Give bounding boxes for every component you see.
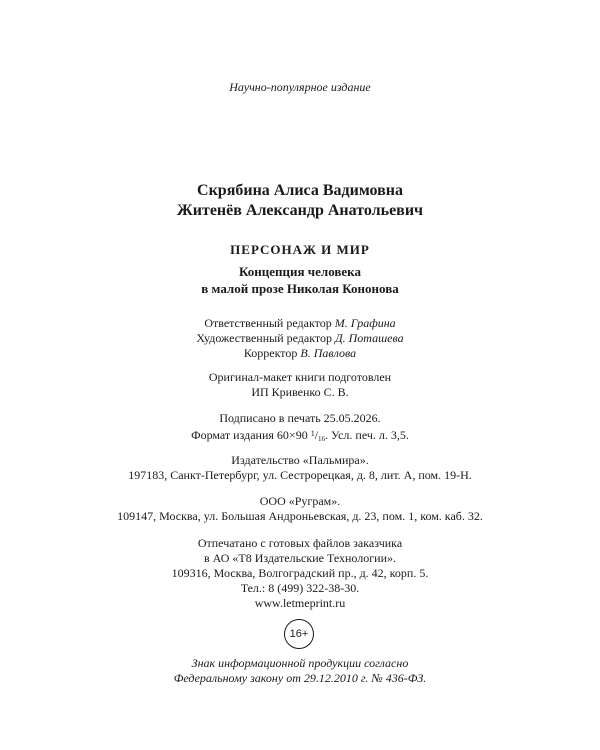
company-name: ООО «Руграм». [259,494,341,508]
author-name-2: Житенёв Александр Анатольевич [176,202,424,219]
format-fraction-numerator: 1 [310,429,315,438]
credit-person: В. Павлова [300,346,357,360]
printer-phone: Тел.: 8 (499) 322-38-30. [240,581,360,595]
format-prefix: Формат издания 60×90 [191,428,308,442]
edition-type: Научно-популярное издание [229,80,371,94]
credit-person: М. Графина [334,316,396,330]
age-rating-badge [284,619,314,649]
credit-role: Художественный редактор [196,331,332,345]
credit-role: Ответственный редактор [204,316,332,330]
credit-role: Корректор [243,346,298,360]
book-title: ПЕРСОНАЖ И МИР [230,242,370,257]
publisher-name: Издательство «Пальмира». [231,453,369,467]
printer-line-2: в АО «Т8 Издательские Технологии». [203,551,397,565]
format-suffix: . Усл. печ. л. 3,5. [325,428,409,442]
book-subtitle-line-1: Концепция человека [239,264,361,279]
printer-website: www.letmeprint.ru [254,596,346,610]
age-rating-label: 16+ [289,628,309,640]
credit-art-editor [0,331,600,346]
credit-proofreader [0,346,600,361]
edition-format: Формат издания 60×90 $^1$/16. Усл. печ. л. 3,5. [191,428,409,443]
publisher-address: 197183, Санкт-Петербург, ул. Сестрорецкая, д. 8, лит. А, пом. 19-Н. [128,468,472,482]
law-note-line-1: Знак информационной продукции согласно [191,656,409,670]
printer-address: 109316, Москва, Волгоградский пр., д. 42, корп. 5. [171,566,429,580]
book-subtitle-line-2: в малой прозе Николая Кононова [201,281,399,296]
layout-credit-line-2: ИП Кривенко С. В. [251,385,349,399]
company-address: 109147, Москва, ул. Большая Андроньевская, д. 23, пом. 1, ком. каб. 32. [117,509,483,523]
author-name-1: Скрябина Алиса Вадимовна [197,182,403,199]
layout-credit-line-1: Оригинал-макет книги подготовлен [208,370,392,384]
signed-to-print: Подписано в печать 25.05.2026. [219,411,381,425]
law-note-line-2: Федеральному закону от 29.12.2010 г. № 436-ФЗ. [173,671,427,685]
credit-person: Д. Поташева [334,331,404,345]
format-fraction-denominator: 16 [318,435,326,443]
printer-line-1: Отпечатано с готовых файлов заказчика [197,536,403,550]
credit-editor [0,316,600,331]
